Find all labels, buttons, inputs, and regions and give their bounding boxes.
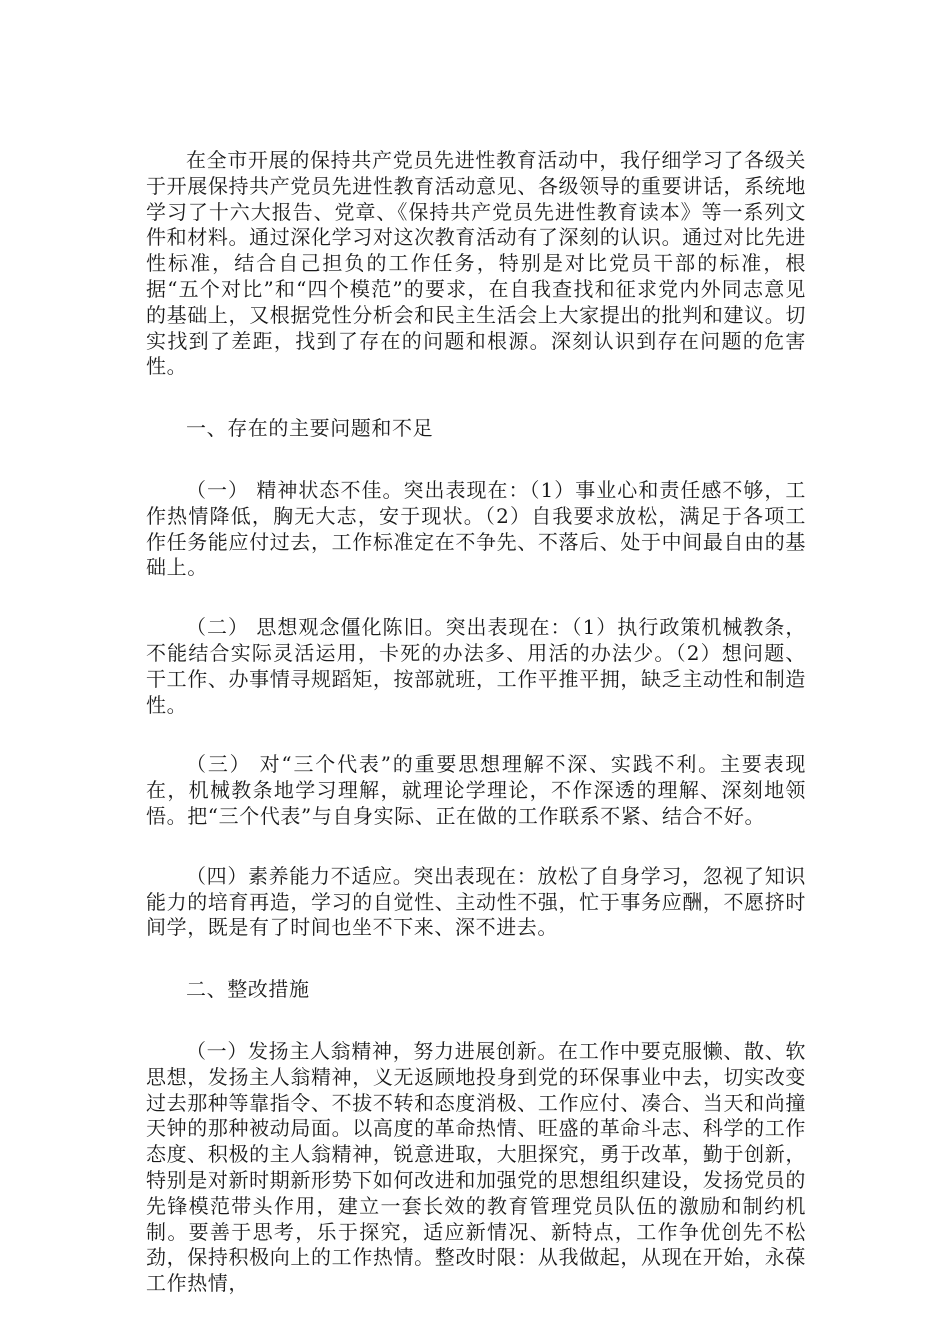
section-heading-problems: 一、存在的主要问题和不足 xyxy=(186,416,434,441)
section-heading-measures: 二、整改措施 xyxy=(186,977,310,1002)
problem-item-2: （二） 思想观念僵化陈旧。突出表现在：（1）执行政策机械教条，不能结合实际灵活运用，卡死的办法多、用活的办法少。（2）想问题、干工作、办事情寻规蹈矩，按部就班，工作平推平拥，缺乏主动性和制造性。 xyxy=(146,615,806,717)
intro-paragraph: 在全市开展的保持共产党员先进性教育活动中，我仔细学习了各级关于开展保持共产党员先进性教育活动意见、各级领导的重要讲话，系统地学习了十六大报告、党章、《保持共产党员先进性教育读本》等一系列文件和材料。通过深化学习对这次教育活动有了深刻的认识。通过对比先进性标准，结合自己担负的工作任务，特别是对比党员干部的标准，根据“五个对比”和“四个模范”的要求，在自我查找和征求党内外同志意见的基础上，又根据党性分析会和民主生活会上大家提出的批判和建议。切实找到了差距，找到了存在的问题和根源。深刻认识到存在问题的危害性。 xyxy=(146,148,806,379)
problem-item-4: （四）素养能力不适应。突出表现在：放松了自身学习，忽视了知识能力的培育再造，学习的自觉性、主动性不强，忙于事务应酬，不愿挤时间学，既是有了时间也坐不下来、深不进去。 xyxy=(146,863,806,940)
measure-item-1: （一）发扬主人翁精神，努力进展创新。在工作中要克服懒、散、软思想，发扬主人翁精神，义无返顾地投身到党的环保事业中去，切实改变过去那种等靠指令、不拔不转和态度消极、工作应付、凑合、当天和尚撞天钟的那种被动局面。以高度的革命热情、旺盛的革命斗志、科学的工作态度、积极的主人翁精神，锐意进取，大胆探究，勇于改革，勤于创新，特别是对新时期新形势下如何改进和加强党的思想组织建设，发扬党员的先锋模范带头作用，建立一套长效的教育管理党员队伍的激励和制约机制。要善于思考，乐于探究，适应新情况、新特点，工作争优创先不松劲，保持积极向上的工作热情。整改时限：从我做起，从现在开始，永葆工作热情， xyxy=(146,1038,806,1296)
problem-item-1: （一） 精神状态不佳。突出表现在：（1）事业心和责任感不够，工作热情降低，胸无大志，安于现状。（2）自我要求放松，满足于各项工作任务能应付过去，工作标准定在不争先、不落后、处于中间最自由的基础上。 xyxy=(146,477,806,580)
document-body xyxy=(146,148,806,1297)
problem-item-3: （三） 对“三个代表”的重要思想理解不深、实践不利。主要表现在，机械教条地学习理解，就理论学理论，不作深透的理解、深刻地领悟。把“三个代表”与自身实际、正在做的工作联系不紧、结合不好。 xyxy=(146,752,806,828)
